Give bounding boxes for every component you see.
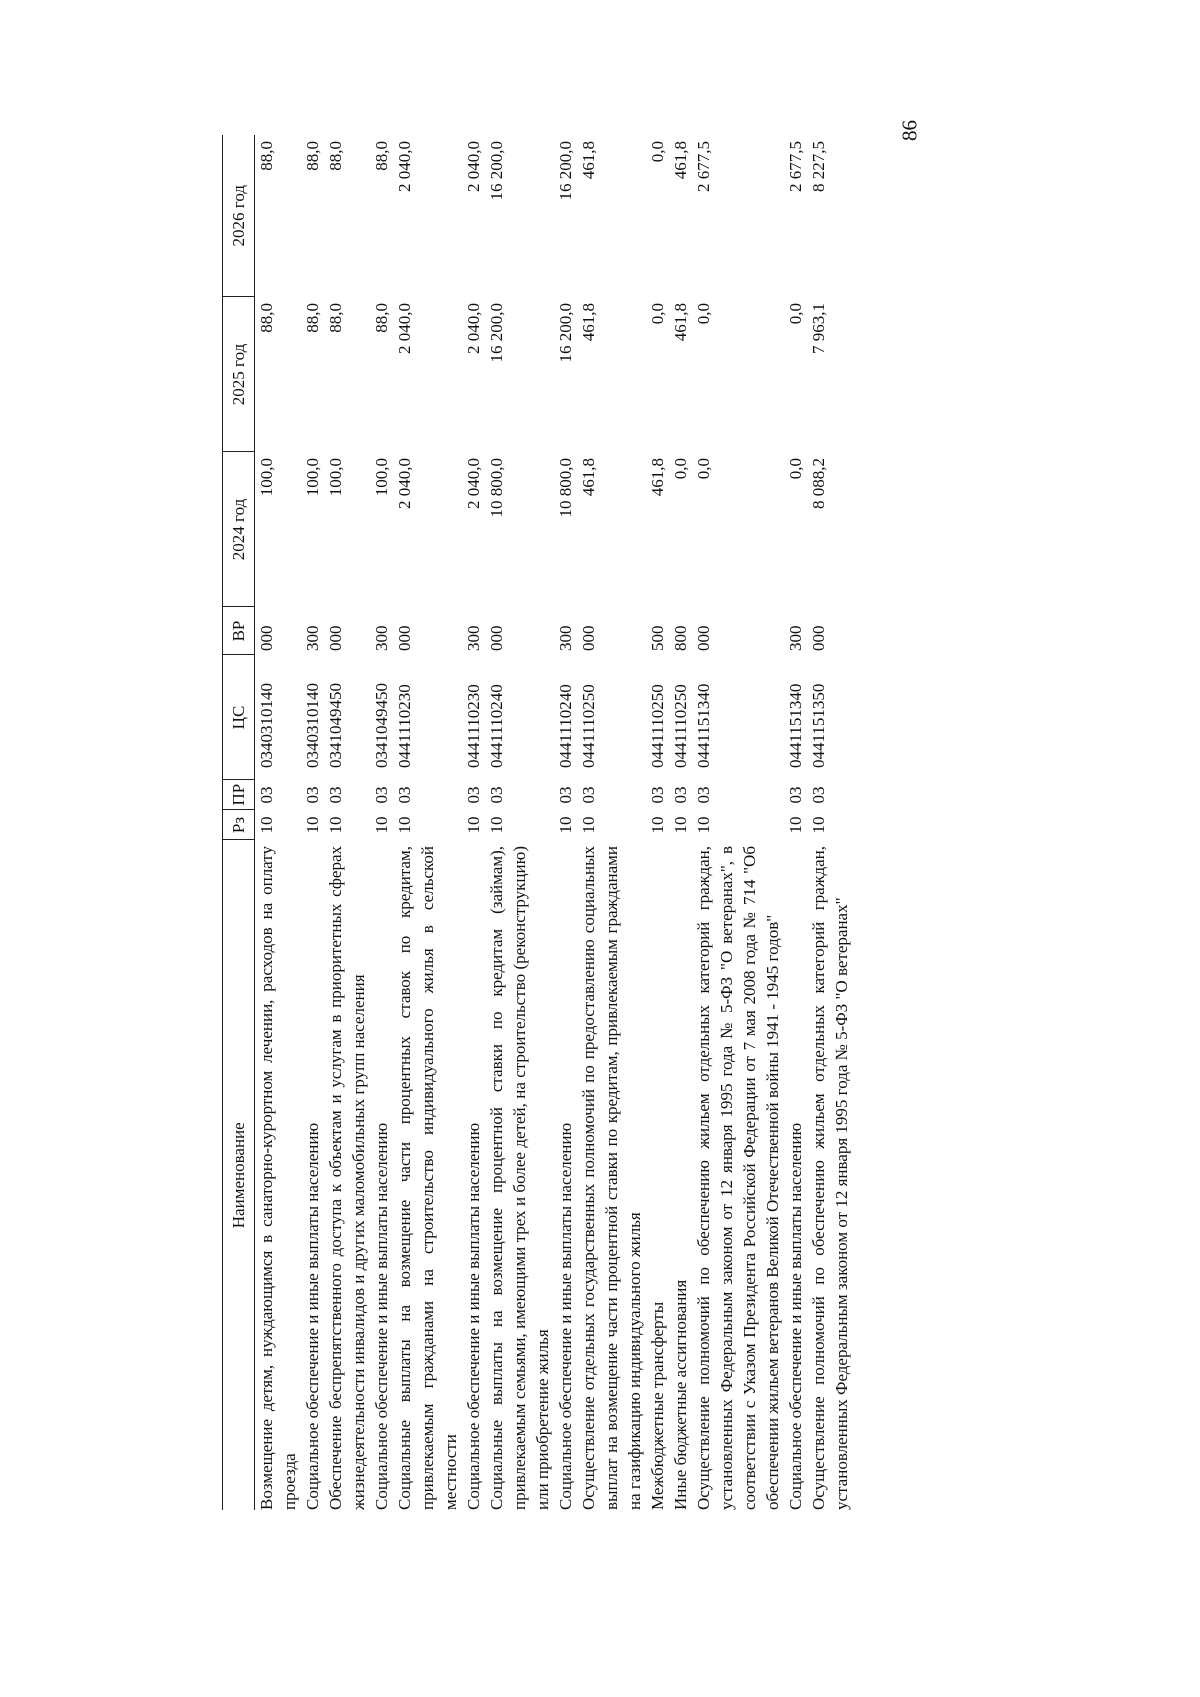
cell-name: Социальные выплаты на возмещение процентной ставки по кредитам (займам), привлекаемым семьями, имеющими трех и более детей, на строительство (реконструкцию) или приобретение жилья [487,846,552,1510]
cell-name: Социальные выплаты на возмещение части процентных ставок по кредитам, привлекаемым гражданами на строительство индивидуального жилья в сельской местности [395,846,460,1510]
cell-cs: 0441110240 [556,684,575,768]
cell-y2025: 88,0 [303,303,322,333]
cell-y2026: 88,0 [257,141,276,171]
header-2025: 2025 год [223,297,255,452]
cell-y2026: 16 200,0 [556,141,575,201]
cell-vr: 300 [464,625,483,651]
cell-y2024: 2 040,0 [464,458,483,509]
cell-pr: 03 [326,786,345,804]
cell-vr: 800 [671,625,690,651]
cell-cs: 0441110240 [487,684,506,768]
cell-cs: 0441151350 [809,683,828,768]
table-row [324,135,370,1510]
table-header-row [223,135,255,1510]
table-row [255,135,302,1510]
cell-y2025: 0,0 [786,303,805,325]
cell-cs: 0441151340 [694,683,713,768]
cell-y2026: 2 040,0 [395,141,414,192]
cell-name: Социальное обеспечение и иные выплаты населению [303,1122,322,1510]
cell-rz: 10 [579,816,598,834]
cell-rz: 10 [556,816,575,834]
cell-y2024: 100,0 [372,458,391,497]
cell-pr: 03 [464,786,483,804]
cell-rz: 10 [464,816,483,834]
cell-pr: 03 [487,786,506,804]
cell-rz: 10 [786,816,805,834]
cell-y2024: 10 800,0 [487,458,506,518]
header-rz: Рз [223,810,255,840]
cell-rz: 10 [326,816,345,834]
cell-y2024: 0,0 [786,458,805,480]
cell-vr: 000 [326,625,345,651]
cell-pr: 03 [648,786,667,804]
cell-vr: 300 [303,625,322,651]
cell-y2025: 16 200,0 [556,303,575,363]
cell-y2025: 0,0 [694,303,713,325]
cell-name: Социальное обеспечение и иные выплаты населению [786,1122,805,1510]
cell-y2025: 7 963,1 [809,303,828,354]
table-row [301,135,324,1510]
cell-y2024: 2 040,0 [395,458,414,509]
cell-y2026: 88,0 [372,141,391,171]
cell-name: Возмещение детям, нуждающимся в санаторно-курортном лечении, расходов на оплату проезда [257,846,299,1510]
cell-rz: 10 [648,816,667,834]
cell-y2024: 100,0 [326,458,345,497]
cell-y2026: 88,0 [326,141,345,171]
cell-name: Осуществление полномочий по обеспечению жильем отдельных категорий граждан, установленных Федеральным законом от 12 января 1995 года № 5-ФЗ "О ветеранах" [809,846,851,1510]
cell-y2025: 2 040,0 [395,303,414,354]
cell-y2024: 100,0 [303,458,322,497]
cell-pr: 03 [809,786,828,804]
cell-pr: 03 [303,786,322,804]
cell-cs: 0340310140 [257,683,276,768]
budget-table [222,135,853,1510]
cell-rz: 10 [809,816,828,834]
cell-rz: 10 [303,816,322,834]
cell-y2026: 0,0 [648,141,667,163]
cell-vr: 300 [556,625,575,651]
cell-vr: 000 [257,625,276,651]
cell-y2024: 100,0 [257,458,276,497]
table-row [669,135,692,1510]
cell-cs: 0441151340 [786,683,805,768]
cell-pr: 03 [694,786,713,804]
cell-pr: 03 [395,786,414,804]
cell-y2025: 16 200,0 [487,303,506,363]
cell-y2025: 0,0 [648,303,667,325]
cell-cs: 0441110230 [464,684,483,768]
cell-cs: 0441110250 [579,684,598,768]
cell-vr: 000 [487,625,506,651]
cell-cs: 0341049450 [372,683,391,768]
cell-y2025: 88,0 [326,303,345,333]
header-name: Наименование [223,840,255,1510]
cell-pr: 03 [786,786,805,804]
cell-name: Межбюджетные трансферты [648,1301,667,1510]
page-number: 86 [897,120,922,141]
rotated-table-area [222,135,882,1510]
cell-cs: 0441110230 [395,684,414,768]
cell-y2024: 0,0 [694,458,713,480]
cell-vr: 000 [694,625,713,651]
cell-y2024: 461,8 [648,458,667,497]
cell-y2025: 461,8 [579,303,598,342]
header-cs: ЦС [223,655,255,780]
cell-rz: 10 [372,816,391,834]
cell-cs: 0340310140 [303,683,322,768]
cell-rz: 10 [395,816,414,834]
cell-pr: 03 [671,786,690,804]
cell-pr: 03 [257,786,276,804]
cell-name: Осуществление полномочий по обеспечению жильем отдельных категорий граждан, установленных Федеральным законом от 12 января 1995 года № 5-ФЗ "О ветеранах", в соответствии с Указом Президента Российской Федерации от 7 мая 2008 года № 714 "Об обеспечении жильем ветеранов Великой Отечественной войны 1941 - 1945 годов" [694,846,782,1510]
cell-rz: 10 [257,816,276,834]
cell-y2026: 8 227,5 [809,141,828,192]
cell-vr: 000 [579,625,598,651]
table-row [462,135,485,1510]
table-row [807,135,853,1510]
cell-name: Социальное обеспечение и иные выплаты населению [372,1122,391,1510]
table-row [577,135,646,1510]
cell-vr: 500 [648,625,667,651]
cell-y2025: 88,0 [372,303,391,333]
cell-y2025: 2 040,0 [464,303,483,354]
cell-rz: 10 [671,816,690,834]
cell-name: Иные бюджетные ассигнования [671,1279,690,1510]
cell-name: Социальное обеспечение и иные выплаты населению [556,1122,575,1510]
cell-y2024: 8 088,2 [809,458,828,509]
table-row [784,135,807,1510]
header-pr: ПР [223,780,255,810]
cell-pr: 03 [372,786,391,804]
cell-vr: 300 [786,625,805,651]
header-2024: 2024 год [223,452,255,607]
cell-name: Осуществление отдельных государственных полномочий по предоставлению социальных выплат на возмещение части процентной ставки по кредитам, привлекаемым гражданами на газификацию индивидуального жилья [579,846,644,1510]
cell-rz: 10 [487,816,506,834]
cell-cs: 0441110250 [671,684,690,768]
cell-y2026: 461,8 [579,141,598,180]
cell-y2024: 10 800,0 [556,458,575,518]
cell-rz: 10 [694,816,713,834]
cell-vr: 000 [395,625,414,651]
cell-cs: 0441110250 [648,684,667,768]
table-row [393,135,462,1510]
cell-y2025: 88,0 [257,303,276,333]
table-row [646,135,669,1510]
cell-y2025: 461,8 [671,303,690,342]
cell-y2026: 88,0 [303,141,322,171]
cell-pr: 03 [579,786,598,804]
cell-y2026: 2 040,0 [464,141,483,192]
cell-vr: 300 [372,625,391,651]
header-vr: ВР [223,607,255,655]
table-row [370,135,393,1510]
cell-y2026: 2 677,5 [694,141,713,192]
table-row [485,135,554,1510]
cell-y2024: 0,0 [671,458,690,480]
header-2026: 2026 год [223,135,255,297]
table-row [554,135,577,1510]
cell-pr: 03 [556,786,575,804]
table-row [692,135,784,1510]
cell-cs: 0341049450 [326,683,345,768]
cell-name: Социальное обеспечение и иные выплаты населению [464,1122,483,1510]
cell-y2024: 461,8 [579,458,598,497]
cell-name: Обеспечение беспрепятственного доступа к объектам и услугам в приоритетных сферах жизнедеятельности инвалидов и других маломобильных групп населения [326,846,368,1510]
cell-vr: 000 [809,625,828,651]
cell-y2026: 2 677,5 [786,141,805,192]
cell-y2026: 461,8 [671,141,690,180]
cell-y2026: 16 200,0 [487,141,506,201]
